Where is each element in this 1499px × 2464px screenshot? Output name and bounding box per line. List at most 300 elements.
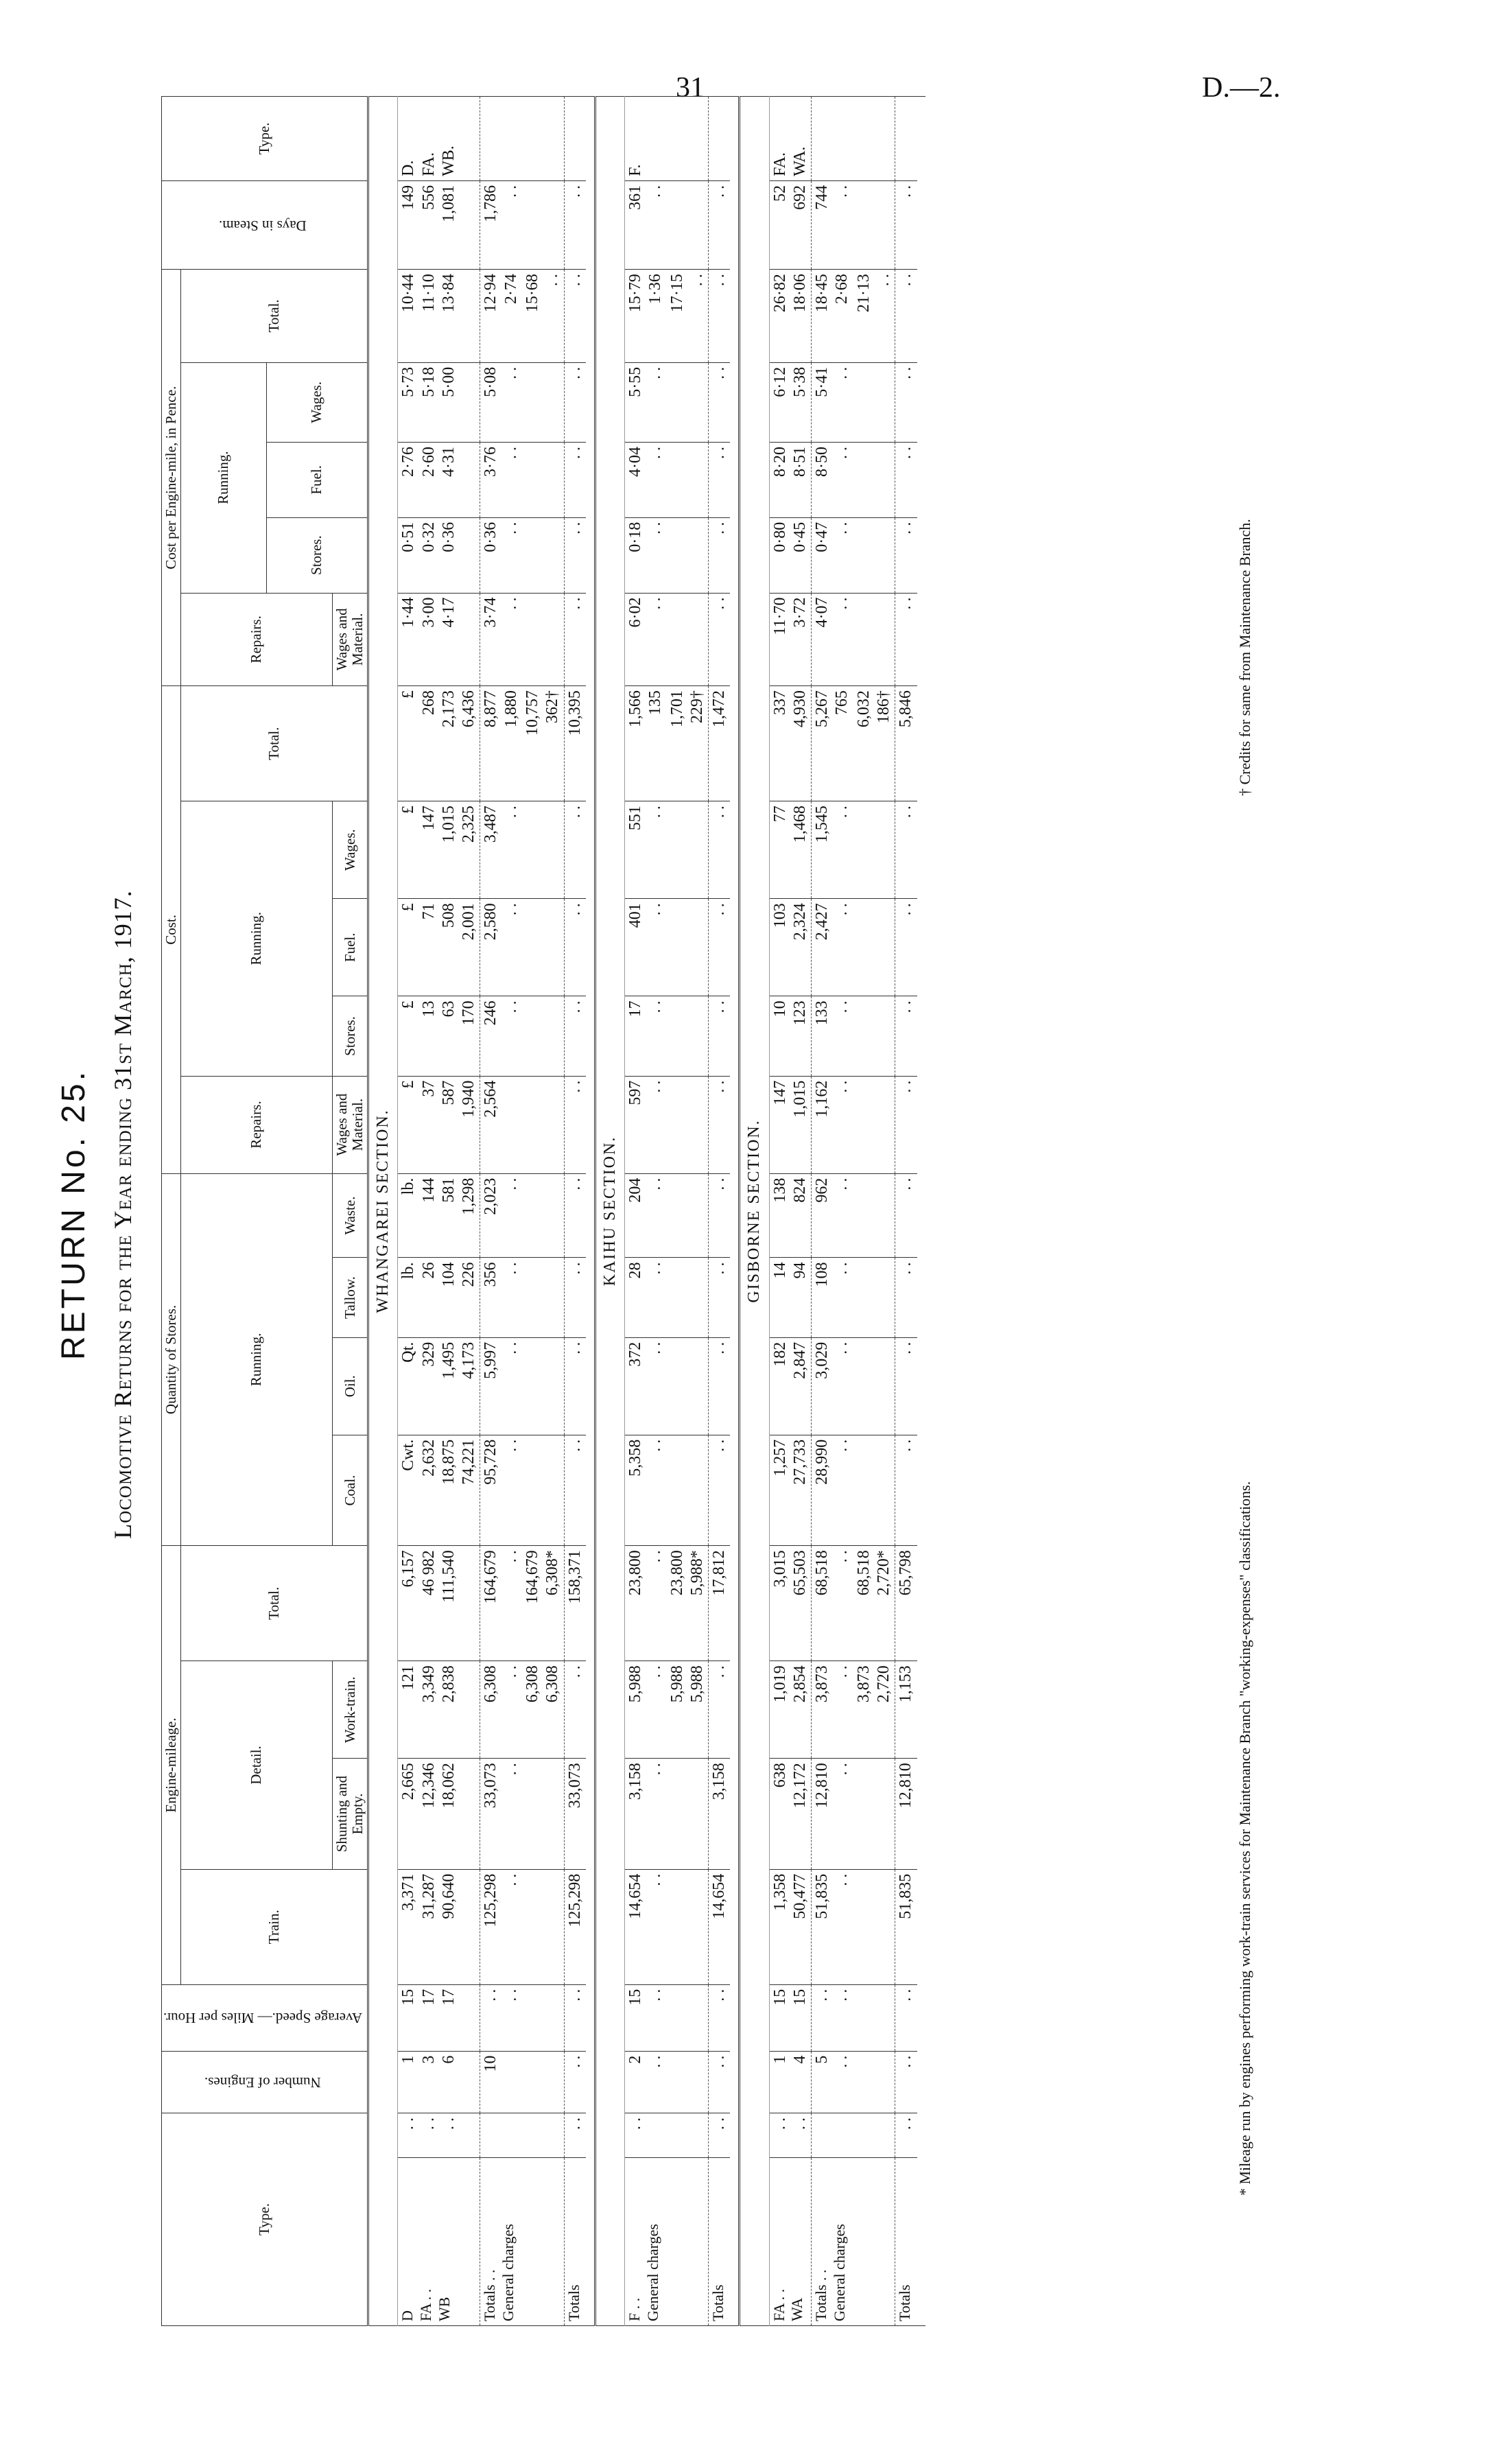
cell-speed — [522, 1984, 564, 2051]
return-title: RETURN No. 25. — [56, 1068, 92, 1361]
cell-p-wages: 5·08 . . — [480, 362, 522, 442]
cell-oil: . . — [895, 1337, 917, 1435]
cell-engines: 1 4 — [769, 2051, 812, 2113]
header-cost-total: Total. — [181, 686, 368, 801]
cell-stores: . . — [709, 996, 731, 1076]
cell-total: 3,015 65,503 — [769, 1546, 812, 1661]
cell-wages: . . — [709, 801, 731, 899]
cell-work: 5,988 5,988 — [667, 1661, 709, 1759]
document-code: D.—2. — [1202, 72, 1281, 104]
cell-p-repairs: 3·74 . . — [480, 593, 522, 686]
cell-p-fuel — [522, 442, 564, 517]
cell-type-r — [522, 97, 564, 181]
table-row — [709, 97, 731, 2326]
cell-cost-total: 337 4,930 — [769, 686, 812, 801]
cell-engines: 10 — [480, 2051, 522, 2113]
cell-type-r — [667, 97, 709, 181]
cell-wages — [853, 801, 895, 899]
cell-fuel: . . — [564, 899, 586, 996]
cell-repairs: 597 . . — [625, 1076, 667, 1173]
cell-coal — [667, 1435, 709, 1545]
cell-cost-total: £ 268 2,173 6,436 — [398, 686, 480, 801]
cell-waste: . . — [564, 1173, 586, 1258]
cell-tallow: 356 . . — [480, 1258, 522, 1337]
header-coal: Coal. — [332, 1435, 368, 1545]
cell-days — [522, 180, 564, 269]
section-title: KAIHU SECTION. — [595, 97, 624, 2326]
cell-total: 23,800 5,988* — [667, 1546, 709, 1661]
cell-work: 121 3,349 2,838 — [398, 1661, 480, 1759]
cell-waste: 204 . . — [625, 1173, 667, 1258]
cell-total: 6,157 46 982 111,540 — [398, 1546, 480, 1661]
cell-fuel — [667, 899, 709, 996]
table-row — [522, 97, 564, 2326]
cell-type: FA . . WA — [769, 2157, 812, 2325]
cell-coal: 28,990 . . — [812, 1435, 853, 1545]
table-row — [398, 97, 480, 2326]
cell-work: . . — [564, 1661, 586, 1759]
footnote-dagger: † Credits for same from Maintenance Branch. — [1236, 519, 1253, 796]
cell-coal: 1,257 27,733 — [769, 1435, 812, 1545]
cell-fuel: 2,580 . . — [480, 899, 522, 996]
header-pence-running: Running. — [181, 362, 266, 593]
cell-days: . . — [895, 180, 917, 269]
cell-shunting: 12,810 . . — [812, 1759, 853, 1869]
cell-train — [853, 1869, 895, 1984]
cell-type: Totals . . General charges — [812, 2157, 853, 2325]
cell-p-total: . . — [564, 270, 586, 363]
cell-p-stores — [853, 517, 895, 593]
cell-cost-total: 10,757 362† — [522, 686, 564, 801]
cell-p-stores: 0·51 0·32 0·36 — [398, 517, 480, 593]
cell-p-stores: . . — [895, 517, 917, 593]
cell-wages — [522, 801, 564, 899]
cell-type-r — [812, 97, 853, 181]
cell-stores: £ 13 63 170 — [398, 996, 480, 1076]
cell-type: Totals . . General charges — [480, 2157, 522, 2325]
cell-p-stores: 0·80 0·45 — [769, 517, 812, 593]
cell-p-fuel: . . — [709, 442, 731, 517]
cell-train: 51,835 . . — [812, 1869, 853, 1984]
cell-p-stores: 0·36 . . — [480, 517, 522, 593]
cell-fuel: £ 71 508 2,001 — [398, 899, 480, 996]
cell-speed — [667, 1984, 709, 2051]
cell-waste — [667, 1173, 709, 1258]
cell-p-repairs — [522, 593, 564, 686]
cell-fuel — [853, 899, 895, 996]
header-cost-per-mile: Cost per Engine-mile, in Pence. — [162, 270, 181, 686]
cell-stores — [667, 996, 709, 1076]
header-pence-wages-material: Wages and Material. — [332, 593, 368, 686]
cell-work: 1,019 2,854 — [769, 1661, 812, 1759]
cell-p-fuel — [853, 442, 895, 517]
cell-p-total: 17·15 . . — [667, 270, 709, 363]
cell-type-r — [853, 97, 895, 181]
cell-waste: . . — [895, 1173, 917, 1258]
cell-days — [853, 180, 895, 269]
cell-p-total: . . — [895, 270, 917, 363]
rotated-sheet — [55, 55, 1290, 2374]
cell-tallow: . . — [564, 1258, 586, 1337]
cell-cost-total: 5,846 — [895, 686, 917, 801]
cell-wages: . . — [564, 801, 586, 899]
cell-days: 744 . . — [812, 180, 853, 269]
header-cost-stores: Stores. — [332, 996, 368, 1076]
cell-dots — [522, 2113, 564, 2157]
header-type-right: Type. — [162, 97, 368, 181]
cell-p-fuel: 8·50 . . — [812, 442, 853, 517]
cell-p-fuel: . . — [564, 442, 586, 517]
cell-coal — [853, 1435, 895, 1545]
header-mileage-total: Total. — [181, 1546, 368, 1661]
cell-type: D FA . . WB — [398, 2157, 480, 2325]
cell-tallow: 28 . . — [625, 1258, 667, 1337]
cell-total: 158,371 — [564, 1546, 586, 1661]
cell-fuel: . . — [895, 899, 917, 996]
header-cost-fuel: Fuel. — [332, 899, 368, 996]
cell-shunting — [853, 1759, 895, 1869]
cell-coal: 5,358 . . — [625, 1435, 667, 1545]
table-body — [368, 97, 925, 2326]
cell-oil: 5,997 . . — [480, 1337, 522, 1435]
cell-p-stores: . . — [709, 517, 731, 593]
cell-wages: . . — [895, 801, 917, 899]
cell-repairs: 147 1,015 — [769, 1076, 812, 1173]
header-shunting: Shunting and Empty. — [332, 1759, 368, 1869]
cell-work: 1,153 — [895, 1661, 917, 1759]
cell-speed: . . — [895, 1984, 917, 2051]
cell-days: 149 556 1,081 — [398, 180, 480, 269]
cell-tallow — [853, 1258, 895, 1337]
cell-p-repairs: . . — [895, 593, 917, 686]
cell-repairs: . . — [709, 1076, 731, 1173]
cell-repairs: . . — [564, 1076, 586, 1173]
cell-work: 6,308 6,308 — [522, 1661, 564, 1759]
header-engine-mileage: Engine-mileage. — [162, 1546, 181, 1984]
cell-repairs: 2,564 — [480, 1076, 522, 1173]
cell-coal — [522, 1435, 564, 1545]
cell-dots: . . — [895, 2113, 917, 2157]
cell-p-total: 10·44 11·10 13·84 — [398, 270, 480, 363]
cell-cost-total: 1,701 229† — [667, 686, 709, 801]
cell-type-r — [564, 97, 586, 181]
cell-waste: 962 . . — [812, 1173, 853, 1258]
cell-p-wages: . . — [564, 362, 586, 442]
cell-stores: . . — [564, 996, 586, 1076]
header-cost-running: Running. — [181, 801, 333, 1076]
cell-engines: . . — [895, 2051, 917, 2113]
cell-oil: . . — [564, 1337, 586, 1435]
cell-type-r — [709, 97, 731, 181]
cell-p-repairs: . . — [564, 593, 586, 686]
cell-work: 3,873 2,720 — [853, 1661, 895, 1759]
cell-total: 164,679 6,308* — [522, 1546, 564, 1661]
table-row — [625, 97, 667, 2326]
cell-p-repairs: 4·07 . . — [812, 593, 853, 686]
cell-waste: lb. 144 581 1,298 — [398, 1173, 480, 1258]
cell-waste: 2,023 . . — [480, 1173, 522, 1258]
cell-repairs: . . — [895, 1076, 917, 1173]
table-row — [769, 97, 812, 2326]
cell-p-stores: 0·18 . . — [625, 517, 667, 593]
header-waste: Waste. — [332, 1173, 368, 1258]
cell-coal: Cwt. 2,632 18,875 74,221 — [398, 1435, 480, 1545]
cell-shunting — [667, 1759, 709, 1869]
header-days-steam: Days in Steam. — [162, 180, 368, 269]
cell-p-total: 18·45 2·68 — [812, 270, 853, 363]
cell-type — [853, 2157, 895, 2325]
cell-total: 23,800 . . — [625, 1546, 667, 1661]
cell-p-wages: 5·55 . . — [625, 362, 667, 442]
cell-stores: 17 . . — [625, 996, 667, 1076]
cell-repairs — [667, 1076, 709, 1173]
cell-dots: . . — [709, 2113, 731, 2157]
cell-type-r — [895, 97, 917, 181]
cell-shunting: 3,158 — [709, 1759, 731, 1869]
cell-coal: . . — [709, 1435, 731, 1545]
cell-repairs: £ 37 587 1,940 — [398, 1076, 480, 1173]
cell-days: 361 . . — [625, 180, 667, 269]
header-train: Train. — [181, 1869, 368, 1984]
cell-train: 14,654 . . — [625, 1869, 667, 1984]
cell-speed — [853, 1984, 895, 2051]
header-detail: Detail. — [181, 1661, 333, 1870]
cell-repairs: 1,162 . . — [812, 1076, 853, 1173]
cell-engines — [667, 2051, 709, 2113]
cell-p-wages: 6·12 5·38 — [769, 362, 812, 442]
cell-p-wages — [853, 362, 895, 442]
cell-stores: 246 . . — [480, 996, 522, 1076]
cell-p-repairs — [853, 593, 895, 686]
cell-p-repairs: 6·02 . . — [625, 593, 667, 686]
cell-stores — [522, 996, 564, 1076]
cell-engines — [522, 2051, 564, 2113]
cell-type: Totals — [709, 2157, 731, 2325]
cell-train — [667, 1869, 709, 1984]
cell-engines: 1 3 6 — [398, 2051, 480, 2113]
header-tallow: Tallow. — [332, 1258, 368, 1337]
cell-p-wages: . . — [709, 362, 731, 442]
cell-p-fuel: 2·76 2·60 4·31 — [398, 442, 480, 517]
cell-cost-total: 8,877 1,880 — [480, 686, 522, 801]
cell-speed: . . — [564, 1984, 586, 2051]
cell-train: 3,371 31,287 90,640 — [398, 1869, 480, 1984]
cell-dots: . . . . . . — [398, 2113, 480, 2157]
cell-tallow: lb. 26 104 226 — [398, 1258, 480, 1337]
cell-p-total: 12·94 2·74 — [480, 270, 522, 363]
cell-tallow — [667, 1258, 709, 1337]
cell-p-repairs: . . — [709, 593, 731, 686]
table-row — [480, 97, 522, 2326]
cell-p-wages: . . — [895, 362, 917, 442]
cell-tallow: . . — [709, 1258, 731, 1337]
cell-wages: 1,545 . . — [812, 801, 853, 899]
cell-tallow: . . — [895, 1258, 917, 1337]
cell-p-total: 15·79 1·36 — [625, 270, 667, 363]
spacer-row — [586, 97, 595, 2326]
cell-waste: 138 824 — [769, 1173, 812, 1258]
cell-oil — [853, 1337, 895, 1435]
cell-repairs — [522, 1076, 564, 1173]
cell-p-stores — [667, 517, 709, 593]
cell-type: Totals — [564, 2157, 586, 2325]
spacer-row — [730, 97, 740, 2326]
cell-days: 1,786 . . — [480, 180, 522, 269]
cell-oil: 372 . . — [625, 1337, 667, 1435]
cell-dots — [853, 2113, 895, 2157]
cell-wages: 77 1,468 — [769, 801, 812, 899]
cell-speed: . . . . — [480, 1984, 522, 2051]
table-row — [667, 97, 709, 2326]
cell-wages: £ 147 1,015 2,325 — [398, 801, 480, 899]
cell-train: 51,835 — [895, 1869, 917, 1984]
cell-tallow — [522, 1258, 564, 1337]
cell-cost-total: 5,267 765 — [812, 686, 853, 801]
header-quantity-stores: Quantity of Stores. — [162, 1173, 181, 1546]
cell-engines: . . — [709, 2051, 731, 2113]
cell-train: 14,654 — [709, 1869, 731, 1984]
cell-work: 6,308 . . — [480, 1661, 522, 1759]
cell-coal: 95,728 . . — [480, 1435, 522, 1545]
header-pence-fuel: Fuel. — [266, 442, 368, 517]
cell-waste: . . — [709, 1173, 731, 1258]
cell-dots: . . . . — [769, 2113, 812, 2157]
cell-engines: 5 . . — [812, 2051, 853, 2113]
cell-stores: . . — [895, 996, 917, 1076]
cell-waste — [522, 1173, 564, 1258]
cell-engines: 2 . . — [625, 2051, 667, 2113]
cell-train: 125,298 . . — [480, 1869, 522, 1984]
cell-work: . . — [709, 1661, 731, 1759]
cell-p-fuel: 4·04 . . — [625, 442, 667, 517]
cell-p-total: 15·68 . . — [522, 270, 564, 363]
cell-total: 17,812 — [709, 1546, 731, 1661]
cell-repairs — [853, 1076, 895, 1173]
cell-fuel: . . — [709, 899, 731, 996]
section-row — [595, 97, 624, 2326]
cell-cost-total: 10,395 — [564, 686, 586, 801]
cell-speed: 15 15 — [769, 1984, 812, 2051]
cell-coal: . . — [564, 1435, 586, 1545]
header-cost-wages: Wages. — [332, 801, 368, 899]
cell-tallow: 14 94 — [769, 1258, 812, 1337]
cell-shunting: 3,158 . . — [625, 1759, 667, 1869]
spacer-cell — [730, 97, 740, 2326]
cell-type-r — [480, 97, 522, 181]
cell-p-fuel — [667, 442, 709, 517]
cell-train: 125,298 — [564, 1869, 586, 1984]
cell-oil — [667, 1337, 709, 1435]
cell-p-repairs: 11·70 3·72 — [769, 593, 812, 686]
cell-p-total: 21·13 . . — [853, 270, 895, 363]
cell-dots: . . — [564, 2113, 586, 2157]
cell-fuel: 103 2,324 — [769, 899, 812, 996]
cell-shunting: 638 12,172 — [769, 1759, 812, 1869]
cell-p-total: . . — [709, 270, 731, 363]
cell-oil: 3,029 . . — [812, 1337, 853, 1435]
table-row — [812, 97, 853, 2326]
table-row — [564, 97, 586, 2326]
cell-type — [522, 2157, 564, 2325]
cell-days: 52 692 — [769, 180, 812, 269]
cell-stores: 10 123 — [769, 996, 812, 1076]
cell-dots — [480, 2113, 522, 2157]
section-title: GISBORNE SECTION. — [740, 97, 769, 2326]
table-row — [895, 97, 917, 2326]
header-num-engines: Number of Engines. — [162, 2051, 368, 2113]
page-number: 31 — [676, 72, 705, 104]
cell-days: . . — [709, 180, 731, 269]
cell-p-fuel: . . — [895, 442, 917, 517]
cell-type-r: FA. WA. — [769, 97, 812, 181]
cell-speed: 15 . . — [625, 1984, 667, 2051]
cell-type: F . . General charges — [625, 2157, 667, 2325]
spacer-cell — [586, 97, 595, 2326]
section-title: WHANGAREI SECTION. — [368, 97, 398, 2326]
cell-speed: . . — [709, 1984, 731, 2051]
cell-oil: . . — [709, 1337, 731, 1435]
cell-p-stores: 0·47 . . — [812, 517, 853, 593]
spacer-row — [917, 97, 925, 2326]
return-subtitle: Locomotive Returns for the Year ending 31st March, 1917. — [109, 890, 137, 1539]
cell-p-wages — [522, 362, 564, 442]
cell-p-total: 26·82 18·06 — [769, 270, 812, 363]
section-row — [368, 97, 398, 2326]
cell-p-stores — [522, 517, 564, 593]
header-type: Type. — [162, 2113, 368, 2325]
header-pence-total: Total. — [181, 270, 368, 363]
cell-shunting: 33,073 . . — [480, 1759, 522, 1869]
cell-dots — [667, 2113, 709, 2157]
cell-type-r: F. — [625, 97, 667, 181]
cell-p-wages: 5·73 5·18 5·00 — [398, 362, 480, 442]
cell-type — [667, 2157, 709, 2325]
cell-p-fuel: 3·76 . . — [480, 442, 522, 517]
header-pence-repairs: Repairs. — [181, 593, 333, 686]
cell-fuel — [522, 899, 564, 996]
header-cost-wages-material: Wages and Material. — [332, 1076, 368, 1173]
cell-total: 68,518 . . — [812, 1546, 853, 1661]
cell-shunting: 2,665 12,346 18,062 — [398, 1759, 480, 1869]
cell-cost-total: 6,032 186† — [853, 686, 895, 801]
cell-speed: 15 17 17 — [398, 1984, 480, 2051]
cell-work: 3,873 . . — [812, 1661, 853, 1759]
cell-coal: . . — [895, 1435, 917, 1545]
cell-wages: 551 . . — [625, 801, 667, 899]
cell-cost-total: 1,566 135 — [625, 686, 667, 801]
cell-p-wages — [667, 362, 709, 442]
cell-stores — [853, 996, 895, 1076]
cell-train — [522, 1869, 564, 1984]
cell-days: . . — [564, 180, 586, 269]
cell-oil — [522, 1337, 564, 1435]
header-pence-stores: Stores. — [266, 517, 368, 593]
cell-p-fuel: 8·20 8·51 — [769, 442, 812, 517]
cell-engines — [853, 2051, 895, 2113]
cell-tallow: 108 . . — [812, 1258, 853, 1337]
cell-train: 1,358 50,477 — [769, 1869, 812, 1984]
cell-p-stores: . . — [564, 517, 586, 593]
locomotive-returns-table — [161, 96, 925, 2326]
cell-shunting: 12,810 — [895, 1759, 917, 1869]
spacer-cell — [917, 97, 925, 2326]
cell-cost-total: 1,472 — [709, 686, 731, 801]
cell-total: 65,798 — [895, 1546, 917, 1661]
cell-oil: 182 2,847 — [769, 1337, 812, 1435]
cell-oil: Qt. 329 1,495 4,173 — [398, 1337, 480, 1435]
cell-type-r: D. FA. WB. — [398, 97, 480, 181]
header-stores-running: Running. — [181, 1173, 333, 1546]
